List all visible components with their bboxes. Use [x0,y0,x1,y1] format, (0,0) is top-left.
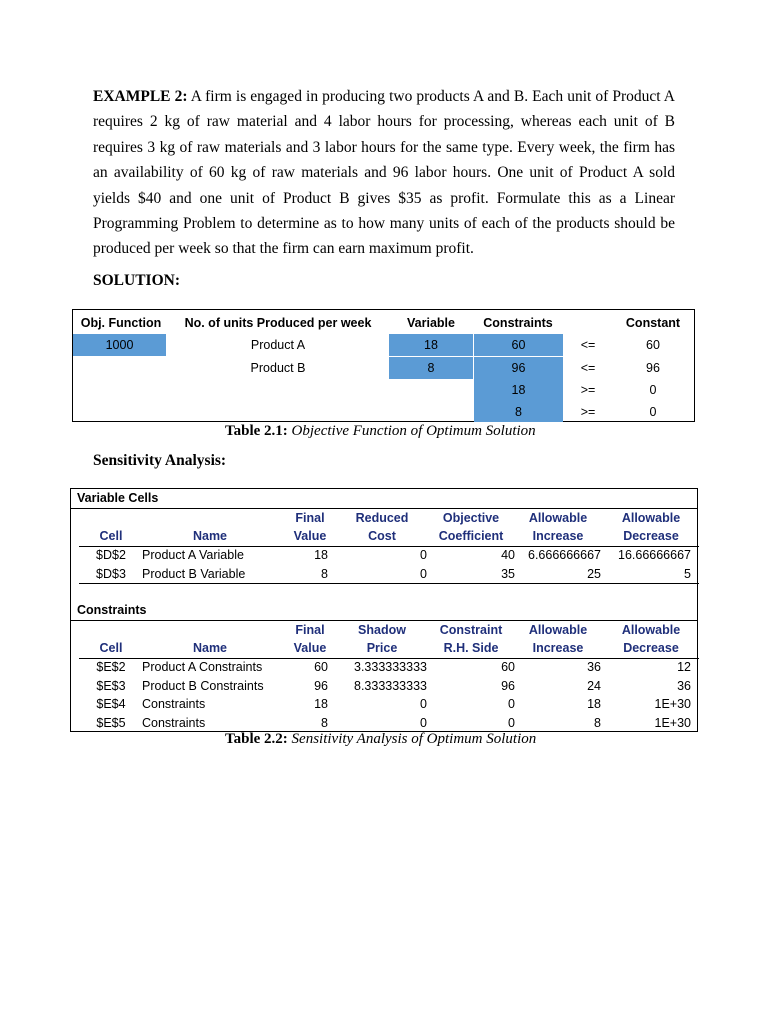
constraints-title: Constraints [77,603,147,617]
constraint-cell: 60 [501,660,515,674]
variable-cell: Product B Variable [142,567,246,581]
constraint-header-row [71,639,697,657]
constraint-cell: Constraints [142,697,206,711]
variable-b: 8 [389,357,473,379]
variable-rows-rule [79,583,699,584]
constraint-cell: 1E+30 [654,697,691,711]
constraint-cell: 24 [587,678,601,693]
constraint-cell: 12 [677,660,691,674]
example-paragraph [93,84,675,262]
constraint-cell: 8 [321,715,328,730]
operator-4: >= [580,405,596,419]
constraint-header-cell: Price [366,641,398,655]
constraint-cell: 8.333333333 [354,678,427,693]
variable-cell: 0 [420,548,427,562]
variable-header-cell [142,509,278,527]
variable-cell: 6.666666667 [528,548,601,562]
variable-header-cell: Allowable [621,511,681,525]
header-constant: Constant [625,316,681,330]
constraint-2: 96 [474,357,563,379]
product-b-label: Product B [250,361,306,375]
variable-header-cell: Coefficient [438,529,504,543]
variable-cell: 35 [501,567,515,581]
variable-header-cell: Name [192,529,228,543]
constant-3: 0 [649,383,657,397]
variable-cell: 0 [420,567,427,581]
constant-2: 96 [646,361,660,375]
variable-cell: 8 [321,567,328,581]
example-label: EXAMPLE 2: [93,88,188,105]
constraint-row [71,658,697,676]
table-2-2-caption-text: Sensitivity Analysis of Optimum Solution [287,731,537,747]
variable-a: 18 [389,334,473,356]
constraint-cell: Product A Constraints [142,660,263,674]
constraint-cell: 96 [314,678,328,693]
constraint-cell: 36 [677,678,691,693]
constraint-cell: $E$3 [96,678,126,693]
solution-heading: SOLUTION: [93,272,180,289]
variable-cell: $D$3 [96,567,126,581]
constant-4: 0 [649,405,657,419]
constraint-1: 60 [474,334,563,356]
variable-header-cell: Objective [442,511,500,525]
constraint-cell: 18 [587,697,601,711]
product-a-label: Product A [250,338,306,352]
variable-header-cell: Value [293,529,327,543]
variable-header-cell: Cell [99,529,123,543]
variable-row [71,546,697,564]
constraint-cell: 36 [587,660,601,674]
constraint-cell: 0 [508,697,515,711]
constraint-3: 18 [474,379,563,401]
obj-function-value: 1000 [73,334,166,356]
constraint-header-cell: Decrease [623,641,679,655]
sensitivity-heading: Sensitivity Analysis: [93,452,227,469]
constant-1: 60 [646,338,660,352]
constraint-header-cell: Final [295,623,325,637]
variable-cell: Product A Variable [142,548,244,562]
variable-cell: 40 [501,548,515,562]
constraint-header-cell: Allowable [528,623,588,637]
header-variable: Variable [407,316,455,330]
constraint-header-cell: Cell [99,641,123,655]
header-obj-function: Obj. Function [80,316,162,330]
header-constraints: Constraints [483,316,553,330]
variable-header-cell: Allowable [528,511,588,525]
constraint-cell: $E$2 [96,660,126,674]
constraint-cell: 60 [314,660,328,674]
constraint-header-cell: Allowable [621,623,681,637]
constraint-header-row [71,621,697,639]
constraint-cell: $E$5 [96,715,126,730]
constraint-header-cell: Increase [532,641,584,655]
operator-2: <= [580,361,596,375]
table-2-2-caption [225,731,536,748]
variable-header-row [71,509,697,527]
operator-3: >= [580,383,596,397]
variable-header-cell: Cost [368,529,396,543]
variable-header-cell: Final [295,511,325,525]
constraint-header-cell: R.H. Side [443,641,499,655]
variable-cell: 25 [587,567,601,581]
sensitivity-table [70,488,698,732]
constraint-cell: 0 [508,715,515,730]
constraint-header-cell: Shadow [358,623,406,637]
constraint-cell: 96 [501,678,515,693]
constraint-row [71,714,697,732]
constraint-cell: 18 [314,697,328,711]
variable-cell: 5 [684,567,691,581]
constraint-cell: Product B Constraints [142,678,264,693]
table-2-1-caption-label: Table 2.1: [225,423,288,439]
variable-cell: 16.66666667 [618,548,691,562]
objective-function-table [72,309,695,422]
constraint-cell: 8 [594,715,601,730]
operator-1: <= [580,338,596,352]
constraint-cell: 3.333333333 [354,660,427,674]
constraint-cell: 1E+30 [654,715,691,730]
variable-cell: 18 [314,548,328,562]
variable-header-cell [81,509,141,527]
variable-header-row [71,527,697,545]
constraint-cell: Constraints [142,715,206,730]
constraint-4: 8 [474,401,563,422]
variable-cells-title: Variable Cells [77,491,159,505]
variable-header-cell: Increase [532,529,584,543]
constraint-cell: $E$4 [96,697,126,711]
constraint-row [71,677,697,695]
variable-cell: $D$2 [96,548,126,562]
table-2-2-caption-label: Table 2.2: [225,731,288,747]
constraint-cell: 0 [420,697,427,711]
constraint-header-cell [142,621,278,639]
constraint-header-cell [81,621,141,639]
constraint-header-cell: Value [293,641,327,655]
constraint-header-cell: Name [192,641,228,655]
table-2-1-caption [225,423,536,440]
table-2-1-caption-text: Objective Function of Optimum Solution [287,423,536,439]
constraint-header-cell: Constraint [439,623,503,637]
variable-row [71,565,697,583]
constraint-row [71,695,697,713]
example-text: A firm is engaged in producing two products A and B. Each unit of Product A requires 2 kg of raw material and 4 labor hours for processing, whereas each unit of B requires 3 kg of raw materials and 3 labor hours for the same type. Every week, the firm has an availability of 60 kg of raw materials and 96 labor hours. One unit of Product A sold yields $40 and one unit of Product B gives $35 as profit. Formulate this as a Linear Programming Problem to determine as to how many units of each of the products should be produced per week so that the firm can earn maximum profit. [93,88,675,258]
variable-header-cell: Decrease [623,529,679,543]
variable-header-cell: Reduced [355,511,409,525]
header-units-produced: No. of units Produced per week [184,316,372,330]
constraint-cell: 0 [420,715,427,730]
